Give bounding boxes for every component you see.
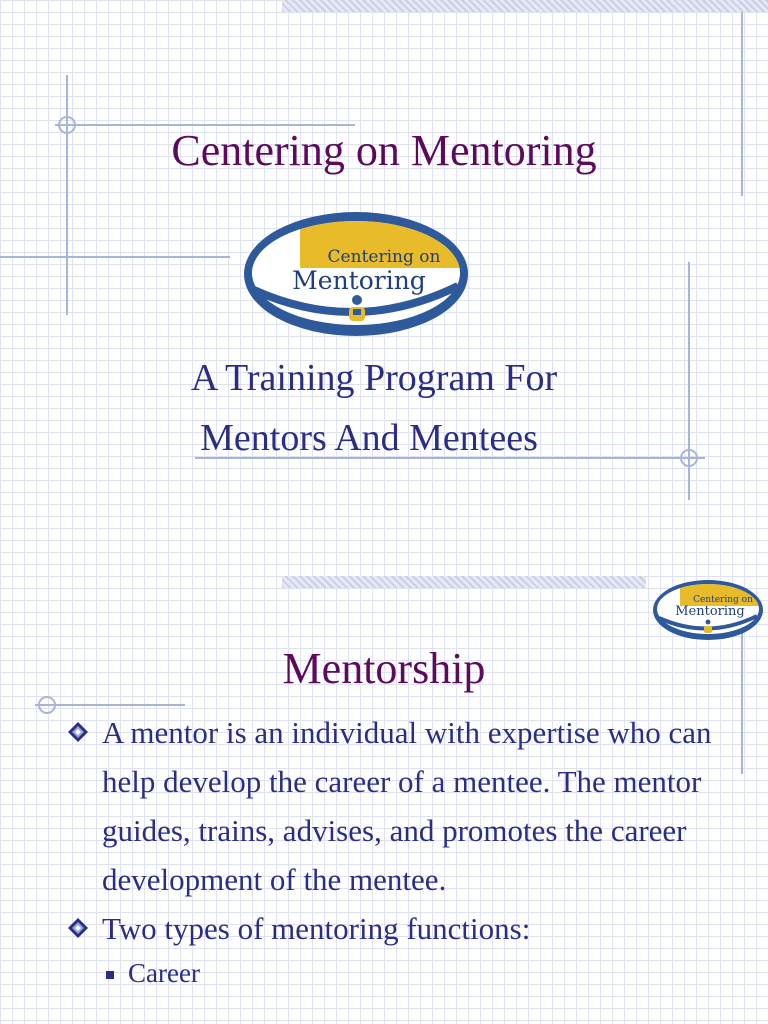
centering-on-mentoring-logo bbox=[240, 208, 472, 340]
decor-line bbox=[0, 256, 230, 258]
slide1-subtitle-line1: A Training Program For bbox=[190, 357, 558, 399]
bullet-text: A mentor is an individual with expertise who can help develop the career of a mentee. The mentor guides, trains, advises, and promotes the career development of the mentee. bbox=[102, 715, 712, 897]
slide2-bullet-list bbox=[60, 708, 740, 993]
decor-hatched-band bbox=[282, 576, 646, 588]
logo-small-text-line2: Mentoring bbox=[675, 604, 745, 619]
square-bullet-icon bbox=[106, 971, 114, 979]
decor-line bbox=[66, 75, 68, 315]
slide1-subtitle-line2: Mentors And Mentees bbox=[200, 417, 538, 459]
slide1-title: Centering on Mentoring bbox=[171, 126, 597, 175]
centering-on-mentoring-logo-small bbox=[652, 578, 764, 642]
slide2-title: Mentorship bbox=[282, 644, 486, 693]
diamond-bullet-icon bbox=[68, 722, 88, 742]
bullet-item bbox=[60, 904, 740, 953]
decor-hatched-band bbox=[282, 0, 768, 12]
bullet-text: Two types of mentoring functions: bbox=[102, 911, 531, 946]
decor-ring bbox=[38, 696, 56, 714]
bullet-item bbox=[60, 708, 740, 904]
sub-bullet-text: Career bbox=[128, 958, 200, 988]
logo-text-line2: Mentoring bbox=[292, 266, 426, 295]
decor-line bbox=[35, 704, 185, 706]
sub-bullet-item bbox=[60, 953, 740, 993]
logo-text-line1: Centering on bbox=[327, 247, 441, 267]
logo-small-text-line1: Centering on bbox=[693, 595, 753, 605]
diamond-bullet-icon bbox=[68, 918, 88, 938]
